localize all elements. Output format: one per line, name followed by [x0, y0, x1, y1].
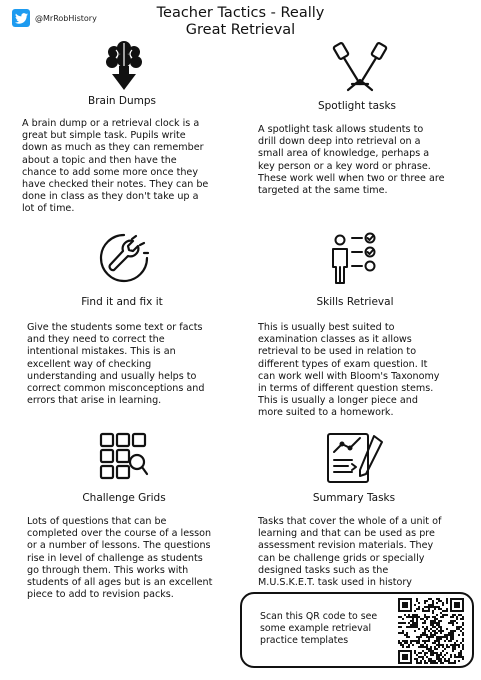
qr-callout — [240, 592, 474, 668]
qr-callout-text: Scan this QR code to see some example retrieval practice templates — [260, 611, 378, 646]
section-title-find-it-and-fix-it: Find it and fix it — [81, 296, 163, 308]
spotlight-icon — [332, 42, 388, 96]
section-text-brain-dumps: A brain dump or a retrieval clock is a great but simple task. Pupils write down as much as they can remember about a topic and then have the chance to add some more once they have checked their notes. They can be done in class as they don't take up a lot of time. — [22, 118, 209, 215]
wrench-gear-icon — [98, 232, 150, 288]
section-title-summary-tasks: Summary Tasks — [312, 492, 396, 504]
person-checklist-icon — [330, 232, 382, 290]
section-text-summary-tasks: Tasks that cover the whole of a unit of learning and that can be used as pre assessment revision materials. They can be challenge grids or specially designed tasks such as the M.U.S.K.E.T. task used in history — [258, 516, 442, 589]
grid-search-icon — [99, 432, 149, 486]
section-text-skills-retrieval: This is usually best suited to examination classes as it allows retrieval to be used in relation to different types of exam question. It can work well with Bloom's Taxonomy in terms of different question stems. This is usually a longer piece and more suited to a homework. — [258, 322, 440, 419]
page-title-line-2: Great Retrieval — [185, 22, 296, 38]
page-title-line-1: Teacher Tactics - Really — [156, 5, 325, 21]
section-title-skills-retrieval: Skills Retrieval — [316, 296, 394, 308]
chart-pen-icon — [326, 430, 386, 490]
section-text-challenge-grids: Lots of questions that can be completed over the course of a lesson or a number of lessons. The questions rise in level of challenge as students go through them. This works with students of all ages but is an excellent piece to add to revision packs. — [27, 516, 213, 601]
twitter-handle-text: @MrRobHistory — [35, 13, 97, 23]
brain-arrow-icon — [104, 40, 144, 96]
section-title-spotlight-tasks: Spotlight tasks — [317, 100, 397, 112]
qr-code-icon[interactable] — [398, 598, 464, 664]
page-title — [0, 5, 481, 39]
section-text-find-it-and-fix-it: Give the students some text or facts and they need to correct the intentional mistakes. This is an excellent way of checking understanding and usually helps to correct common misconceptions and errors that arise in learning. — [27, 322, 205, 407]
section-title-challenge-grids: Challenge Grids — [82, 492, 166, 504]
section-title-brain-dumps: Brain Dumps — [88, 95, 156, 107]
section-text-spotlight-tasks: A spotlight task allows students to drill down deep into retrieval on a small area of knowledge, perhaps a key person or a key word or phrase. These work well when two or three are targeted at the same time. — [258, 124, 445, 197]
